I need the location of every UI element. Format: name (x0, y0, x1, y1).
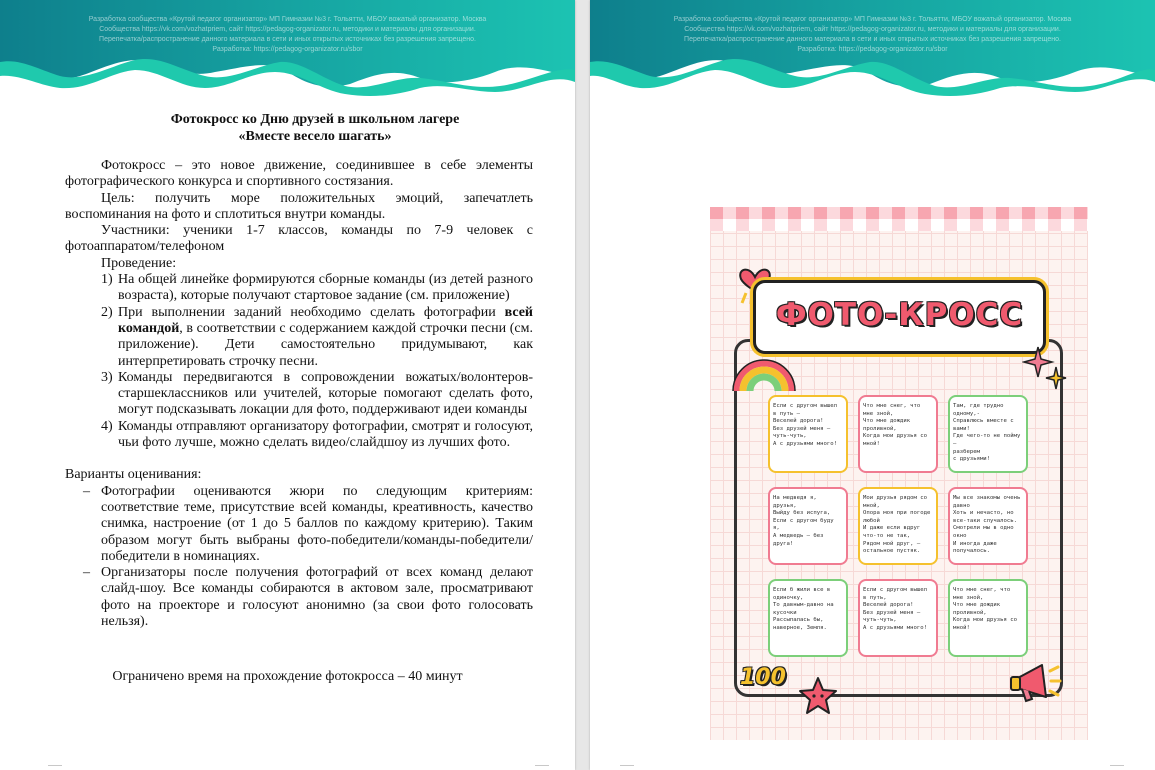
watermark-line: Разработка: https://pedagog-organizator.ru/sbor (797, 46, 948, 53)
song-card: Мои друзья рядом со мной, Опора моя при погоде любой И даже если вдруг что-то не так, Рядом мой друг, – остальное пустяк. (858, 487, 938, 565)
list-item-text: При выполнении заданий необходимо сделать фотографии (118, 304, 505, 320)
page-corner-mark (48, 765, 62, 766)
song-card: На медведя я, друзья, Выйду без испуга, Если с другом буду я, А медведь – без друга! (768, 487, 848, 565)
photocross-poster (710, 207, 1088, 740)
watermark-line: Сообщества https://vk.com/vozhatpriem, сайт https://pedagog-organizator.ru, методики и материалы для организации. (99, 26, 476, 33)
watermark-line: Разработка сообщества «Крутой педагог организатор» МП Гимназии №3 г. Тольятти, МБОУ вожатый организатор. Москва (88, 16, 487, 23)
header-watermark-text (40, 15, 535, 55)
header-watermark-text (630, 15, 1115, 55)
evaluation-heading: Варианты оценивания: (65, 467, 202, 483)
list-item (65, 484, 533, 565)
song-card: Если с другом вышел в путь – Веселей дорога! Без друзей меня – чуть-чуть, А с друзьями много! (768, 395, 848, 473)
list-number: 1) (101, 272, 113, 288)
page-corner-mark (535, 765, 549, 766)
list-item-text: , в соответствии с содержанием каждой строчки песни (см. приложение). Дети самостоятельно придумывают, как интерпретировать строчку песни. (118, 320, 533, 369)
poster-title-banner (753, 280, 1046, 354)
watermark-line: Перепечатка/распространение данного материала в сети и иных открытых источниках без разрешения запрещено. (99, 36, 476, 43)
procedure-heading: Проведение: (101, 255, 177, 271)
list-dash: – (83, 565, 90, 581)
megaphone-icon (1008, 657, 1062, 709)
list-item-text: На общей линейке формируются сборные команды (из детей разного возраста), которые получают стартовое задание (см. приложение) (118, 272, 533, 304)
list-item-text: Фотографии оцениваются жюри по следующим критериям: соответствие теме, присутствие всей команды, креативность, качество снимка, настроение (от 1 до 5 баллов по каждому критерию). Таким образом могут быть выбраны фото-победители/команды-победители/победители в номинациях. (101, 483, 533, 564)
song-card: Если с другом вышел в путь, Веселей дорога! Без друзей меня – чуть-чуть, А с друзьями много! (858, 579, 938, 657)
list-number: 4) (101, 418, 113, 434)
score-100-badge: 100 (740, 665, 786, 690)
document-page-left (0, 0, 575, 770)
list-number: 3) (101, 369, 113, 385)
watermark-line: Разработка сообщества «Крутой педагог организатор» МП Гимназии №3 г. Тольятти, МБОУ вожатый организатор. Москва (673, 16, 1072, 23)
procedure-list (65, 272, 533, 451)
list-dash: – (83, 483, 90, 499)
watermark-line: Сообщества https://vk.com/vozhatpriem, сайт https://pedagog-organizator.ru, методики и материалы для организации. (684, 26, 1061, 33)
document-body (65, 158, 533, 630)
evaluation-list (65, 484, 533, 631)
sparkle-icon (1022, 345, 1068, 397)
list-item-text: Команды передвигаются в сопровождении вожатых/волонтеров-старшеклассников или учителей, которые помогают сделать фото, могут подсказывать локации для фото, поддерживают идеи команды (118, 369, 533, 418)
list-item (65, 565, 533, 630)
list-item-text: Команды отправляют организатору фотографии, смотрят и голосуют, чьи фото лучше, можно сделать видео/слайдшоу из лучших фото. (118, 418, 533, 451)
participants-paragraph: Участники: ученики 1-7 классов, команды по 7-9 человек с фотоаппаратом/телефоном (65, 223, 533, 255)
watermark-line: Перепечатка/распространение данного материала в сети и иных открытых источниках без разрешения запрещено. (684, 36, 1061, 43)
intro-paragraph: Фотокросс – это новое движение, соединившее в себе элементы фотографического конкурса и спортивного состязания. (65, 158, 533, 190)
document-title (40, 111, 575, 145)
list-number: 2) (101, 304, 113, 320)
song-card: Что мне снег, что мне зной, Что мне дождик проливной, Когда мои друзья со мной! (858, 395, 938, 473)
song-card: Если б жили все в одиночку, То давным-давно на кусочки Рассыпалась бы, наверное, Земля. (768, 579, 848, 657)
goal-paragraph: Цель: получить море положительных эмоций, запечатлеть воспоминания на фото и сплотиться внутри команды. (65, 190, 533, 222)
list-item-text: Организаторы после получения фотографий от всех команд делают слайд-шоу. Все команды собираются в актовом зале, просматривают фото на проекторе и голосуют анонимно (за свои фото голосовать нельзя). (101, 565, 533, 630)
watermark-line: Разработка: https://pedagog-organizator.ru/sbor (212, 46, 363, 53)
title-line-2: «Вместе весело шагать» (238, 129, 392, 144)
list-item-bold-text: всей командой (118, 304, 533, 336)
song-card: Там, где трудно одному,- Справлюсь вместе с вами! Где чего-то не пойму – разберем с друзьями! (948, 395, 1028, 473)
title-line-1: Фотокросс ко Дню друзей в школьном лагере (170, 112, 460, 127)
time-limit-note: Ограничено время на прохождение фотокросса – 40 минут (112, 669, 463, 684)
star-icon (798, 675, 838, 715)
page-corner-mark (1110, 765, 1124, 766)
poster-logo-text: ФОТО-КРОСС (775, 297, 1024, 333)
list-item (65, 272, 533, 305)
list-item (65, 370, 533, 419)
page-corner-mark (620, 765, 634, 766)
rainbow-icon (730, 357, 798, 393)
list-item (65, 419, 533, 452)
song-card: Мы все знакомы очень давно Хоть и нечасто, но все-таки случалось. Смотрели мы в одно окно И иногда даже получалось. (948, 487, 1028, 565)
song-card: Что мне снег, что мне зной, Что мне дождик проливной, Когда мои друзья со мной! (948, 579, 1028, 657)
checkered-border (710, 207, 1088, 231)
list-item (65, 305, 533, 370)
document-page-right (590, 0, 1155, 770)
